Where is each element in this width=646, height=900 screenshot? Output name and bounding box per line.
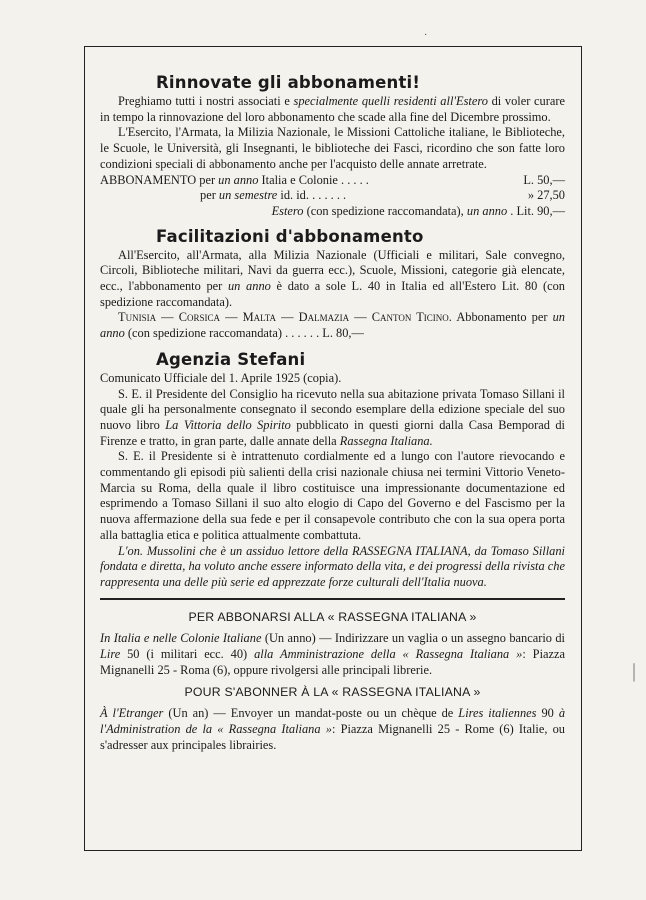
margin-dot: · [424, 30, 428, 41]
stefani-communique: Comunicato Ufficiale del 1. Aprile 1925 (copia). [100, 370, 342, 385]
renew-paragraph-2: L'Esercito, l'Armata, la Milizia Nazionale, le Missioni Cattoliche italiane, le Biblioteche, le Scuole, le Università, gli Insegnanti, le biblioteche dei Fasci, ricordino che son fatte loro condizioni speciali di abbonamento anche per l'acquisto delle annate arretrate. [100, 125, 565, 171]
renew-paragraph-1: Preghiamo tutti i nostri associati e specialmente quelli residenti all'Estero di voler curare in tempo la rinnovazione del loro abbonamento che scade alla fine del Dicembre prossimo. [100, 94, 565, 124]
facilitations-paragraph-2: Tunisia — Corsica — Malta — Dalmazia — Canton Ticino. Abbonamento per un anno (con spedizione raccomandata) . . . . . . L. 80,— [100, 310, 565, 341]
subscribe-heading-it: PER ABBONARSI ALLA « RASSEGNA ITALIANA » [188, 609, 477, 624]
divider-rule [100, 598, 565, 600]
price-row-year: ABBONAMENTO per un anno Italia e Colonie . . . . . L. 50,— [100, 172, 565, 187]
section-title-renew: Rinnovate gli abbonamenti! [156, 73, 421, 92]
stefani-paragraph-3: L'on. Mussolini che è un assiduo lettore della RASSEGNA ITALIANA, da Tomaso Sillani fondata e diretta, ha voluto anche essere informato della vita, e dei progressi della rivista che rappresenta una delle più serie ed apprezzate forze culturali dell'Italia nuova. [100, 543, 565, 589]
section-title-facilitations: Facilitazioni d'abbonamento [156, 226, 424, 246]
price-row-semester: per un semestre id. id. . . . . . . » 27,50 [200, 188, 565, 203]
page-content [100, 72, 565, 753]
stefani-paragraph-2: S. E. il Presidente si è intrattenuto cordialmente ed a lungo con l'autore rievocando e commentando gli episodi più salienti della crisi nazionale chiusa nei termini Vittorio Veneto-Marcia su Roma, della quale il libro costituisce una impressionante documentazione ed esprimendo a Tomaso Sillani il suo alto elogio di Capo del Governo e del Fascismo per la nuova affermazione della sua fede e per il consapevole contributo che con la sua opera porta alla battaglia etica e politica attualmente combattuta. [100, 449, 565, 542]
price-row-abroad: Estero (con spedizione raccomandata), un anno . Lit. 90,— [271, 203, 565, 218]
margin-bar: | [632, 660, 637, 682]
subscribe-paragraph-fr: À l'Etranger (Un an) — Envoyer un mandat-poste ou un chèque de Lires italiennes 90 à l'Administration de la « Rassegna Italiana »: Piazza Mignanelli 25 - Rome (6) Italie, ou s'adresser aux principales librairies. [100, 706, 566, 752]
stefani-paragraph-1: S. E. il Presidente del Consiglio ha ricevuto nella sua abitazione privata Tomaso Sillani il quale gli ha personalmente consegnato il secondo esemplare della edizione speciale del suo nuovo libro La Vittoria dello Spirito pubblicato in questi giorni dalla Casa Bemporad di Firenze e tratto, in gran parte, dalle annate della Rassegna Italiana. [100, 386, 565, 448]
subscribe-heading-fr: POUR S'ABONNER À LA « RASSEGNA ITALIANA » [184, 684, 481, 699]
subscribe-paragraph-it: In Italia e nelle Colonie Italiane (Un anno) — Indirizzare un vaglia o un assegno bancario di Lire 50 (i militari ecc. 40) alla Amministrazione della « Rassegna Italiana »: Piazza Mignanelli 25 - Roma (6), oppure rivolgersi alle principali librerie. [100, 631, 566, 677]
section-title-stefani: Agenzia Stefani [156, 349, 306, 369]
facilitations-paragraph-1: All'Esercito, all'Armata, alla Milizia Nazionale (Ufficiali e militari, Sale convegno, Circoli, Biblioteche militari, Navi da guerra ecc.), Scuole, Missioni, categorie già elencate, ecc., l'abbonamento per un anno è dato a sole L. 40 in Italia ed all'Estero Lit. 80 (con spedizione raccomandata). [100, 247, 566, 309]
